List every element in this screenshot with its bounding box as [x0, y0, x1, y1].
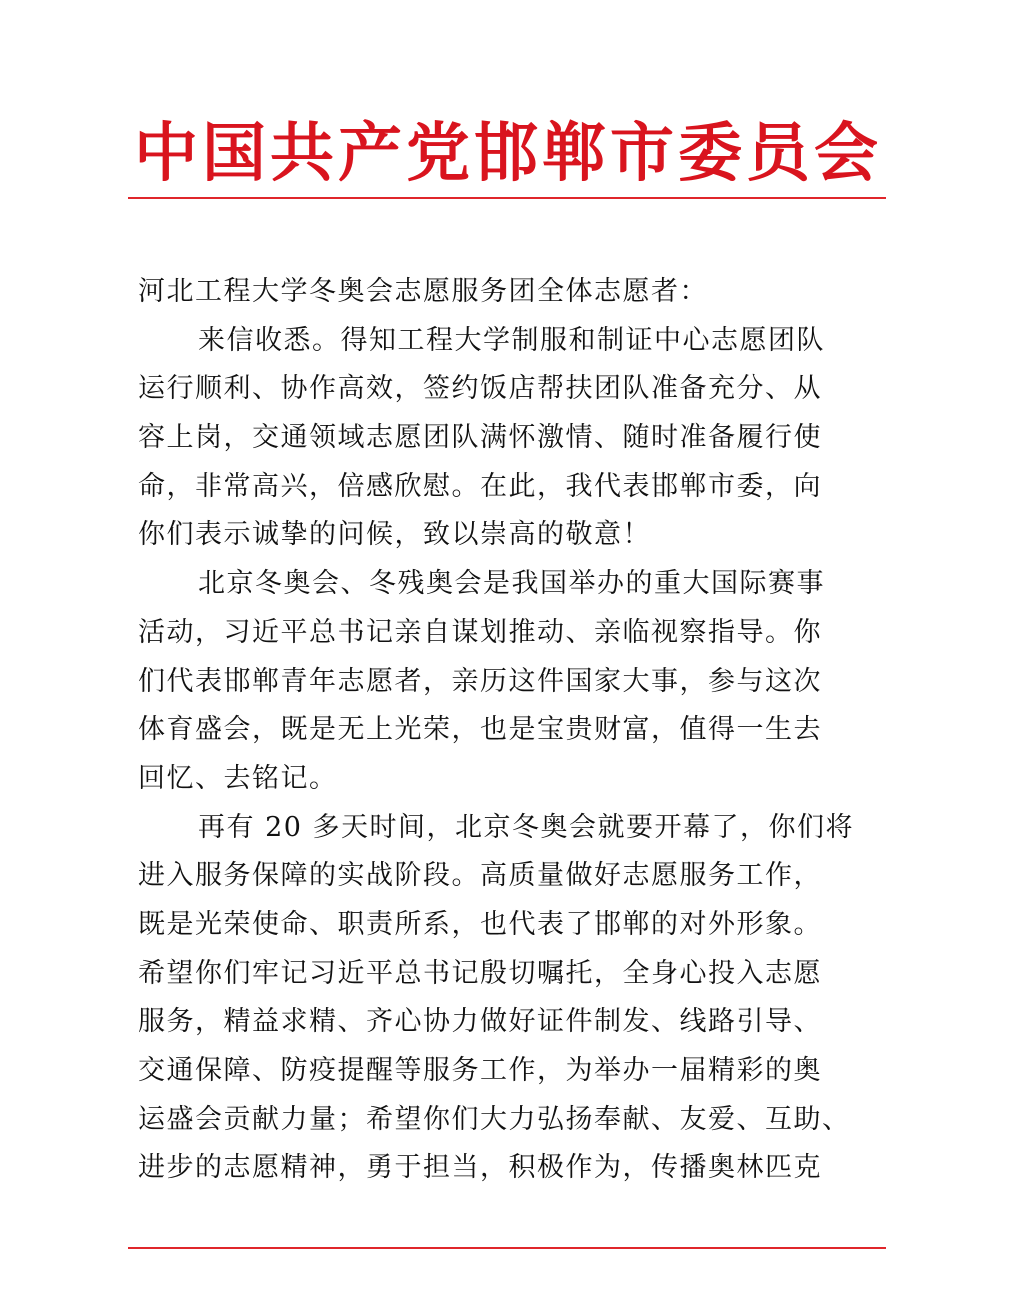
text-line: 运行顺利、协作高效，签约饭店帮扶团队准备充分、从 — [138, 373, 822, 405]
text-line: 北京冬奥会、冬残奥会是我国举办的重大国际赛事 — [198, 568, 825, 600]
text-line: 服务，精益求精、齐心协力做好证件制发、线路引导、 — [138, 1006, 822, 1038]
letter-body — [138, 268, 878, 1193]
text-line: 体育盛会，既是无上光荣，也是宝贵财富，值得一生去 — [138, 714, 822, 746]
text-line: 活动，习近平总书记亲自谋划推动、亲临视察指导。你 — [138, 616, 822, 648]
text-line: 们代表邯郸青年志愿者，亲历这件国家大事，参与这次 — [138, 665, 822, 697]
paragraph-3 — [138, 804, 878, 1194]
text-line: 再有 20 多天时间，北京冬奥会就要开幕了，你们将 — [198, 811, 855, 843]
paragraph-2 — [138, 560, 878, 803]
text-line: 来信收悉。得知工程大学制服和制证中心志愿团队 — [198, 324, 825, 356]
text-line: 容上岗，交通领域志愿团队满怀激情、随时准备履行使 — [138, 422, 822, 454]
letterhead-rule-top — [128, 197, 886, 199]
text-line: 你们表示诚挚的问候，致以崇高的敬意！ — [138, 519, 651, 551]
text-line: 进入服务保障的实战阶段。高质量做好志愿服务工作， — [138, 860, 822, 892]
salutation: 河北工程大学冬奥会志愿服务团全体志愿者： — [138, 276, 708, 307]
footer-rule — [128, 1247, 886, 1249]
text-line: 既是光荣使命、职责所系，也代表了邯郸的对外形象。 — [138, 908, 822, 940]
paragraph-1 — [138, 317, 878, 560]
letterhead-title: 中国共产党邯郸市委员会 — [134, 116, 882, 191]
text-line: 回忆、去铭记。 — [138, 762, 338, 794]
text-line: 进步的志愿精神，勇于担当，积极作为，传播奥林匹克 — [138, 1152, 822, 1184]
text-line: 希望你们牢记习近平总书记殷切嘱托，全身心投入志愿 — [138, 957, 822, 989]
text-line: 交通保障、防疫提醒等服务工作，为举办一届精彩的奥 — [138, 1055, 822, 1086]
text-line: 命，非常高兴，倍感欣慰。在此，我代表邯郸市委，向 — [138, 470, 822, 502]
text-line: 运盛会贡献力量；希望你们大力弘扬奉献、友爱、互助、 — [138, 1103, 851, 1135]
